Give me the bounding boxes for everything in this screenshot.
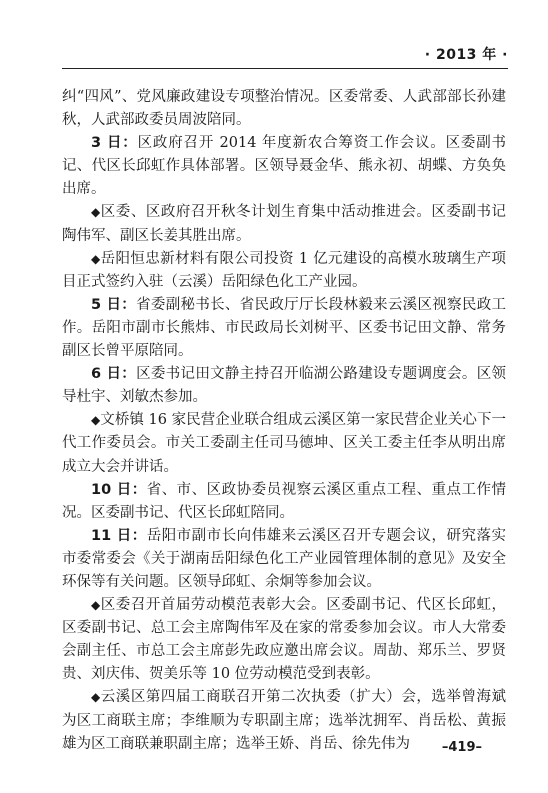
paragraph [62,479,506,525]
paragraph [62,525,506,594]
paragraph-text: 区委召开首届劳动模范表彰大会。区委副书记、代区长邱虹，区委副书记、总工会主席陶伟军及在家的常委参加会议。市人大常委会副主任、市总工会主席彭先政应邀出席会议。周劼、郑乐兰、罗贤贵、刘庆伟、贺美乐等 10 位劳动模范受到表彰。 [62,597,507,683]
paragraph-text: 岳阳市副市长向伟雄来云溪区召开专题会议，研究落实市委常委会《关于湖南岳阳绿色化工产业园管理体制的意见》及安全环保等有关问题。区领导邱虹、余炯等参加会议。 [62,527,506,590]
bullet-diamond-icon: ◆ [91,413,101,428]
paragraph-text: 省委副秘书长、省民政厅厅长段林毅来云溪区视察民政工作。岳阳市副市长熊炜、市民政局长刘树平、区委书记田文静、常务副区长曾平原陪同。 [62,296,507,360]
paragraph [62,294,506,363]
entry-date: 3 日： [91,135,138,152]
paragraph [62,686,506,755]
paragraph [62,132,506,201]
paragraph-text: 纠“四风”、党风廉政建设专项整治情况。区委常委、人武部部长孙建秋，人武部政委员周波陪同。 [62,89,506,129]
entry-date: 11 日： [91,527,147,544]
paragraph [62,594,506,686]
paragraph-text: 省、市、区政协委员视察云溪区重点工程、重点工作情况。区委副书记、代区长邱虹陪同。 [62,481,506,521]
entry-date: 5 日： [91,296,137,313]
bullet-diamond-icon: ◆ [91,251,101,266]
paragraph [62,409,506,478]
body-text [62,86,506,756]
header-rule [62,68,508,69]
paragraph-text: 区政府召开 2014 年度新农合筹资工作会议。区委副书记、代区长邱虹作具体部署。区领导聂金华、熊永初、胡蝶、方奂奂出席。 [62,135,507,198]
paragraph [62,201,506,247]
paragraph-text: 区委、区政府召开秋冬计划生育集中活动推进会。区委副书记陶伟军、副区长姜其胜出席。 [62,204,507,244]
bullet-diamond-icon: ◆ [91,598,101,613]
header-year-label: · 2013 年 · [424,47,508,63]
paragraph-text: 区委书记田文静主持召开临湖公路建设专题调度会。区领导杜宇、刘敏杰参加。 [62,366,507,406]
running-header [62,42,508,66]
page-number: –419– [441,740,482,755]
entry-date: 10 日： [91,481,147,498]
paragraph [62,248,506,294]
paragraph [62,363,506,409]
paragraph-text: 岳阳恒忠新材料有限公司投资 1 亿元建设的高模水玻璃生产项目正式签约入驻（云溪）岳阳绿色化工产业园。 [62,250,506,290]
paragraph [62,86,506,132]
paragraph-text: 云溪区第四届工商联召开第二次执委（扩大）会，选举曾海斌为区工商联主席；李维顺为专职副主席；选举沈拥军、肖岳松、黄振雄为区工商联兼职副主席；选举王娇、肖岳、徐先伟为 [62,689,507,752]
bullet-diamond-icon: ◆ [91,690,101,705]
entry-date: 6 日： [91,366,137,383]
bullet-diamond-icon: ◆ [91,205,101,220]
paragraph-text: 文桥镇 16 家民营企业联合组成云溪区第一家民营企业关心下一代工作委员会。市关工委副主任司马德坤、区关工委主任李从明出席成立大会并讲话。 [62,412,507,475]
